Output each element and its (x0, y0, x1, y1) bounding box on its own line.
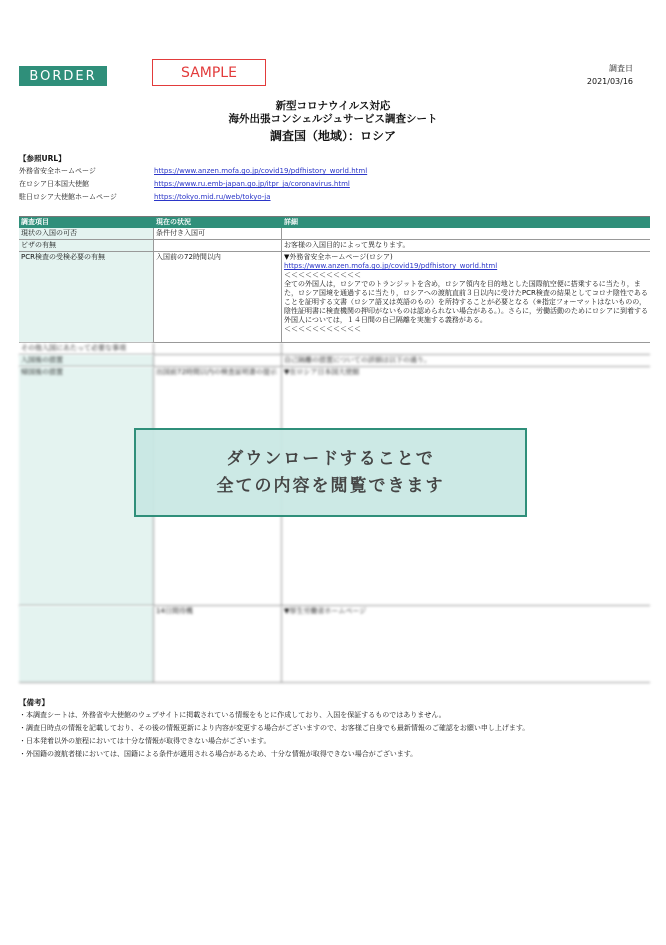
detail-source-title: ▼外務省安全ホームページ(ロシア) (284, 253, 393, 261)
ref-link-mofa[interactable]: https://www.anzen.mofa.go.jp/covid19/pdfhistory_world.html (154, 167, 368, 175)
note-item: ・調査日時点の情報を記載しており、その後の情報更新により内容が変更する場合がございますので、お客様ご自身でも最新情報のご確認をお願い申し上げます。 (19, 724, 530, 732)
detail-separator: ＜＜＜＜＜＜＜＜＜＜＜ (284, 325, 361, 333)
notes-heading: 【備考】 (19, 698, 49, 707)
ref-label-mofa: 外務省安全ホームページ (19, 167, 96, 175)
row-status (154, 343, 282, 354)
overlay-line-1: ダウンロードすることで (226, 448, 435, 469)
note-item: ・日本発着以外の旅程においては十分な情報が取得できない場合がございます。 (19, 737, 271, 745)
row-status (154, 355, 282, 366)
row-item: PCR検査の受検必要の有無 (19, 252, 154, 342)
table-row (19, 343, 650, 355)
row-item: ビザの有無 (19, 240, 154, 251)
document-title (0, 100, 666, 144)
table-row (19, 228, 650, 240)
row-item: その他入国にあたって必要な事項 (19, 343, 154, 354)
detail-separator: ＜＜＜＜＜＜＜＜＜＜＜ (284, 271, 361, 279)
row-status: 14日間待機 (154, 606, 282, 682)
header-status: 現在の状況 (154, 217, 282, 228)
row-status: 入国前の72時間以内 (154, 252, 282, 342)
survey-date-block (587, 62, 633, 88)
row-detail: ▼在ロシア日本国大使館 (284, 368, 360, 376)
row-item: 帰国後の措置 (19, 367, 154, 605)
title-line-2: 海外出張コンシェルジュサービス調査シート (228, 113, 438, 125)
row-detail: 自己隔離の措置についての詳細は以下の通り。 (284, 356, 431, 364)
table-row (19, 355, 650, 367)
note-item: ・外国籍の渡航者様においては、国籍による条件が適用される場合があるため、十分な情報が取得できない場合がございます。 (19, 750, 418, 758)
table-row (19, 606, 650, 683)
row-item: 入国後の措置 (19, 355, 154, 366)
row-item: 現状の入国の可否 (19, 228, 154, 239)
title-line-1: 新型コロナウイルス対応 (275, 100, 391, 112)
row-detail (282, 252, 650, 342)
title-country: 調査国（地域）：ロシア (269, 129, 396, 143)
reference-urls-heading: 【参照URL】 (19, 154, 66, 163)
row-detail (282, 343, 650, 354)
survey-date-value: 2021/03/16 (586, 77, 633, 86)
ref-link-russian-embassy[interactable]: https://tokyo.mid.ru/web/tokyo-ja (154, 193, 271, 201)
overlay-line-2: 全ての内容を閲覧できます (216, 475, 445, 496)
note-item: ・本調査シートは、外務省や大使館のウェブサイトに掲載されている情報をもとに作成しており、入国を保証するものではありません。 (19, 711, 446, 719)
sample-stamp: SAMPLE (152, 59, 266, 86)
ref-label-embassy: 在ロシア日本国大使館 (19, 180, 89, 188)
ref-label-russian-embassy: 駐日ロシア大使館ホームページ (19, 193, 117, 201)
download-overlay[interactable] (134, 428, 527, 517)
row-status (154, 240, 282, 251)
header-item: 調査項目 (19, 217, 154, 228)
survey-date-label: 調査日 (609, 64, 633, 73)
table-row (19, 240, 650, 252)
row-item (19, 606, 154, 682)
header-detail: 詳細 (282, 217, 650, 228)
row-detail: ▼厚生労働省ホームページ (284, 607, 367, 615)
row-status: 条件付き入国可 (154, 228, 282, 239)
detail-source-link[interactable]: https://www.anzen.mofa.go.jp/covid19/pdfhistory_world.html (284, 262, 498, 270)
row-status: 出国前72時間以内の検査証明書の提示 (154, 367, 282, 605)
detail-body: 全ての外国人は，ロシアでのトランジットを含め，ロシア領内を目的地とした国際航空便に搭乗するに当たり，また，ロシア国境を通過するに当たり，ロシアへの渡航直前３日以内に受けたPCR検査の結果としてコロナ陰性であることを証明する文書（ロシア語又は英語のもの）を所持することが必要となる（※指定フォーマットはないものの，陰性証明書に検査機関の押印がないものは認められない場合がある。）。さらに，労働活動のためにロシアに到着する外国人については，１４日間の自己隔離を実施する義務がある。 (284, 280, 648, 324)
border-logo: BORDER (19, 66, 107, 86)
row-detail (282, 228, 650, 239)
table-row (19, 252, 650, 343)
ref-link-embassy[interactable]: https://www.ru.emb-japan.go.jp/itpr_ja/coronavirus.html (154, 180, 350, 188)
row-detail: お客様の入国目的によって異なります。 (284, 241, 410, 249)
